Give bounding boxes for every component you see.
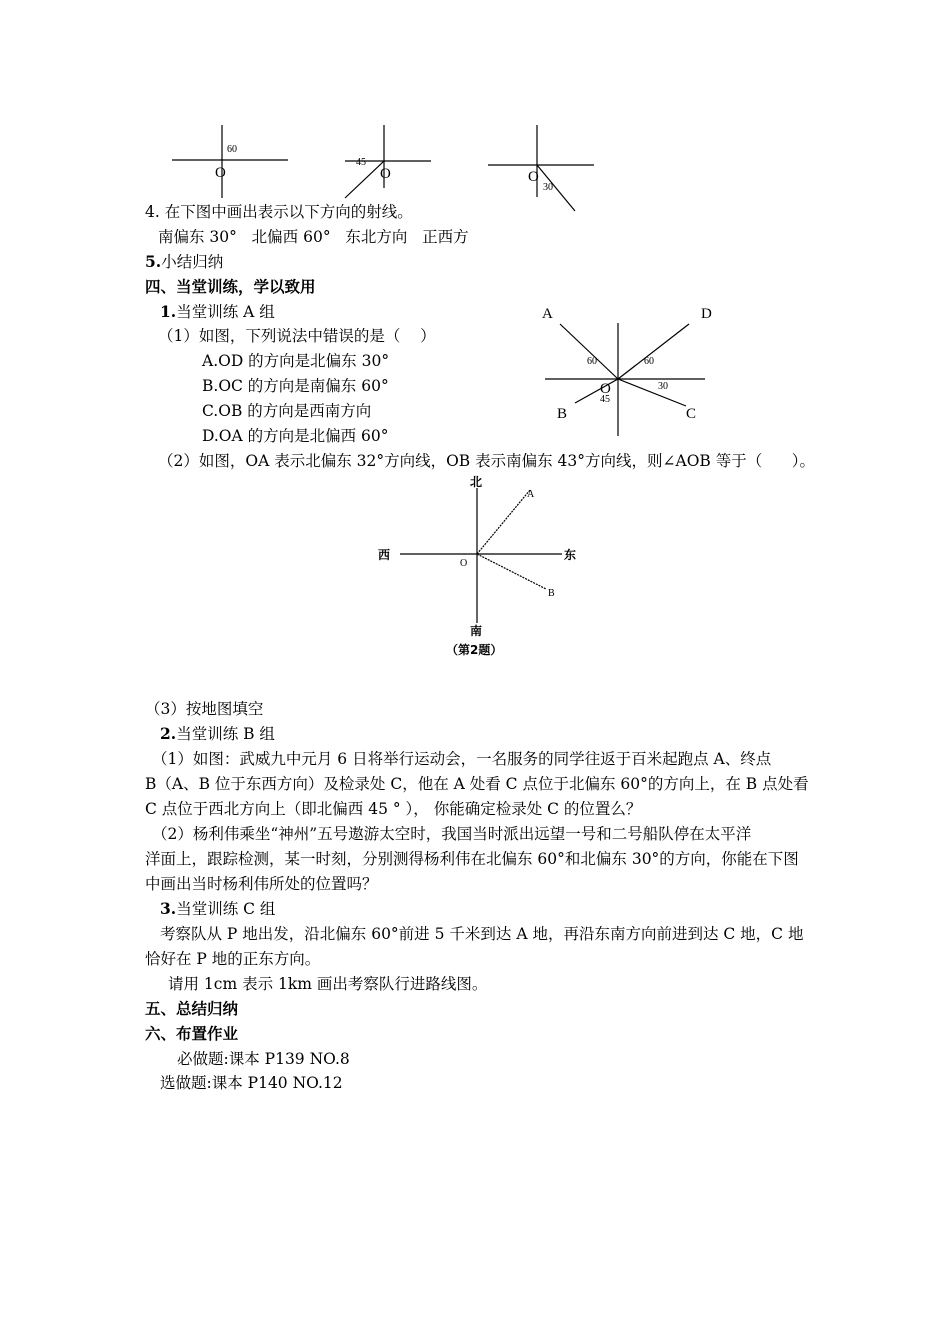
q5-text: 小结归纳 <box>161 253 224 271</box>
figA-label-d: D <box>701 306 712 322</box>
q4-title: 4. 在下图中画出表示以下方向的射线。 <box>145 203 413 221</box>
compass-point-a-label: A <box>527 489 535 500</box>
compass-north-label: 北 <box>470 475 483 489</box>
fig3-angle-label: 30 <box>543 182 553 193</box>
fig2-origin-label: O <box>380 166 391 182</box>
groupB-q2-line-1: （2）杨利伟乘坐“神州”五号遨游太空时，我国当时派出远望一号和二号船队停在太平洋 <box>152 825 752 843</box>
fig1-origin-label: O <box>215 165 226 181</box>
groupA-q1-option-a: A.OD 的方向是北偏东 30° <box>202 352 390 370</box>
groupC-line-3: 请用 1cm 表示 1km 画出考察队行进路线图。 <box>168 975 488 993</box>
compass-origin-label: O <box>460 558 468 569</box>
figA-label-a: A <box>542 306 553 322</box>
groupB-q2-line-2: 洋面上，跟踪检测，某一时刻，分别测得杨利伟在北偏东 60°和北偏东 30°的方向，你能在下图 <box>145 850 799 868</box>
compass-south-label: 南 <box>470 624 483 638</box>
groupA-q2-stem: （2）如图，OA 表示北偏东 32°方向线，OB 表示南偏东 43°方向线，则∠AOB 等于（ ）。 <box>158 452 816 470</box>
groupA-number: 1. <box>160 302 177 321</box>
figA-label-b: B <box>557 406 568 422</box>
figA-label-c: C <box>686 406 697 422</box>
compass-west-label: 西 <box>378 548 391 562</box>
fig2-angle-label: 45 <box>356 157 366 168</box>
groupB-heading <box>160 724 275 744</box>
compass-east-label: 东 <box>564 548 577 562</box>
figA-label-o: O <box>600 381 611 397</box>
groupA-q1-option-c: C.OB 的方向是西南方向 <box>202 402 372 420</box>
groupC-line-2: 恰好在 P 地的正东方向。 <box>145 950 321 968</box>
groupB-q2-line-3: 中画出当时杨利伟所处的位置吗？ <box>145 875 378 893</box>
figA-angle-left: 60 <box>587 356 597 367</box>
groupA-q1-option-d: D.OA 的方向是北偏西 60° <box>202 427 389 445</box>
groupA-compass-figure <box>0 0 950 660</box>
q5-number: 5. <box>145 252 162 271</box>
groupA-q1-stem: （1）如图，下列说法中错误的是（ ） <box>158 327 436 345</box>
groupA-q3: （3）按地图填空 <box>145 700 264 718</box>
compass-point-b-label: B <box>548 588 555 599</box>
groupB-q1-line-1: （1）如图：武威九中元月 6 日将举行运动会，一名服务的同学往返于百米起跑点 A、终点 <box>152 750 772 768</box>
groupB-number: 2. <box>160 724 177 743</box>
groupA-title: 当堂训练 A 组 <box>176 303 275 321</box>
figA-angle-45: 45 <box>600 394 610 405</box>
groupB-title: 当堂训练 B 组 <box>176 725 275 743</box>
compass-ray-oa <box>477 490 530 554</box>
groupB-q1-line-3: C 点位于西北方向上（即北偏西 45 ° ）， 你能确定检录处 C 的位置么？ <box>145 800 642 818</box>
fig3-origin-label: O <box>528 169 539 185</box>
groupC-heading <box>160 899 275 919</box>
section6-title: 六、布置作业 <box>145 1024 239 1043</box>
compass-caption: （第2题） <box>446 643 503 657</box>
groupB-q1-line-2: B（A、B 位于东西方向）及检录处 C，他在 A 处看 C 点位于北偏东 60°的方向上，在 B 点处看 <box>145 775 809 793</box>
homework-optional: 选做题:课本 P140 NO.12 <box>160 1074 343 1092</box>
fig1-angle-label: 60 <box>227 144 237 155</box>
section5-title: 五、总结归纳 <box>145 999 239 1018</box>
section4-title: 四、当堂训练，学以致用 <box>145 277 316 296</box>
compass-ray-ob <box>477 554 546 589</box>
figA-angle-right: 60 <box>644 356 654 367</box>
q4-directions: 南偏东 30° 北偏西 60° 东北方向 正西方 <box>158 228 469 246</box>
groupA-q1-option-b: B.OC 的方向是南偏东 60° <box>202 377 389 395</box>
groupC-line-1: 考察队从 P 地出发，沿北偏东 60°前进 5 千米到达 A 地，再沿东南方向前进到达 C 地，C 地 <box>160 925 804 943</box>
homework-required: 必做题:课本 P139 NO.8 <box>177 1050 350 1068</box>
figA-angle-30: 30 <box>658 381 668 392</box>
groupC-title: 当堂训练 C 组 <box>176 900 276 918</box>
groupC-number: 3. <box>160 899 177 918</box>
